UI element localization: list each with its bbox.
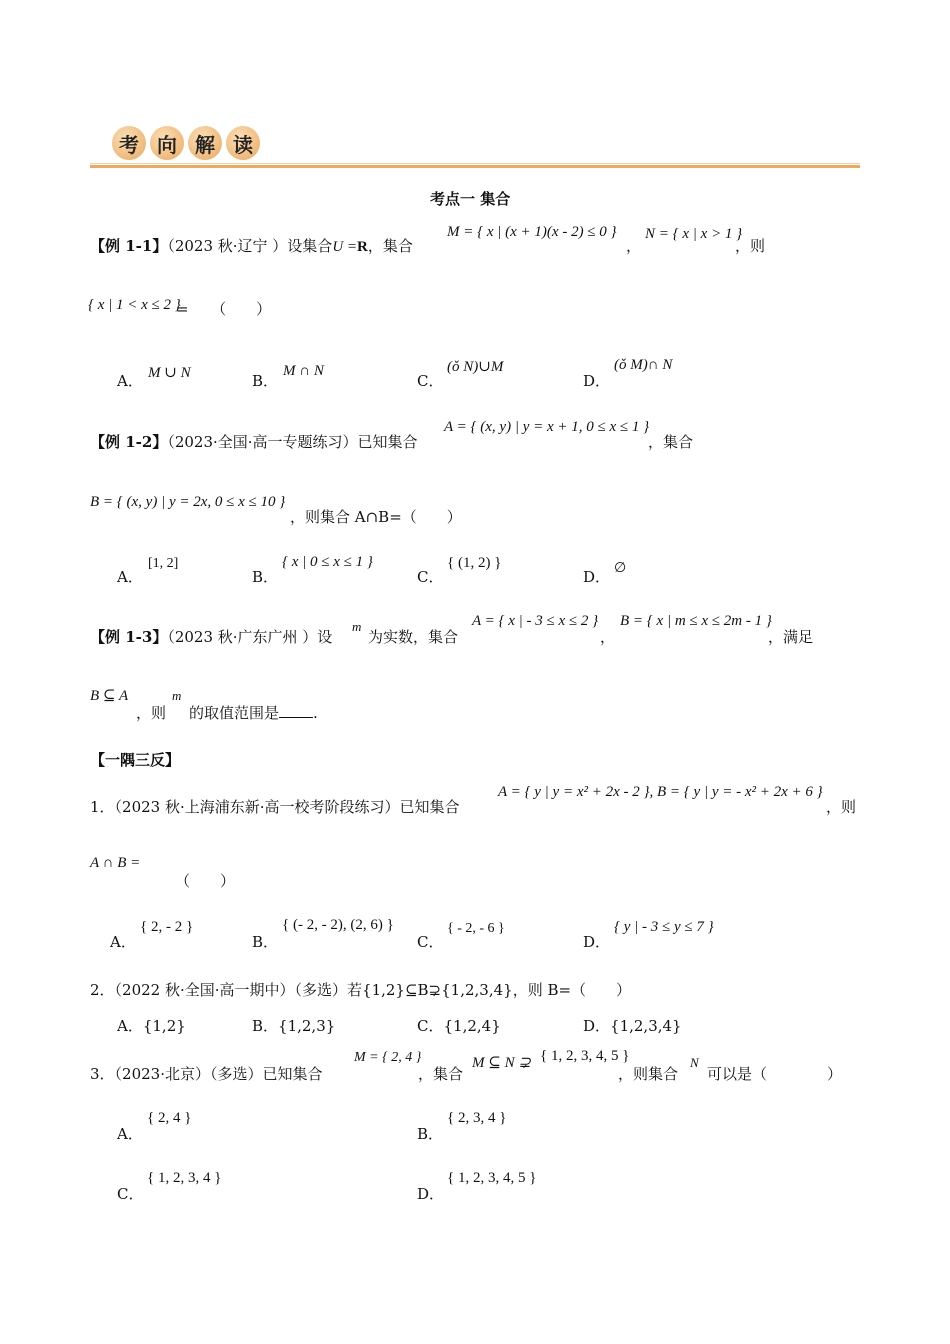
practice-title: 【一隅三反】	[90, 751, 181, 769]
option-d-label: D．	[583, 568, 611, 586]
text-fragment: ，集合	[367, 237, 413, 255]
option-b-expr: M ∩ N	[283, 363, 324, 379]
option-label: C．	[417, 1017, 444, 1035]
sets-expr: A = { y | y = x² + 2x - 2 }, B = { y | y = - x² + 2x + 6 }	[498, 784, 823, 800]
question-1	[90, 796, 460, 817]
text-fragment: ，集合	[418, 1065, 464, 1083]
option-expr: {1,2}	[142, 1017, 186, 1035]
question-text: 可以是（ ）	[707, 1065, 843, 1083]
option-b-label: B．	[252, 568, 279, 586]
a-set-expr: A = { (x, y) | y = x + 1, 0 ≤ x ≤ 1 }	[444, 419, 650, 435]
option-expr: {1,2,4}	[443, 1017, 501, 1035]
option-a-expr: { 2, - 2 }	[140, 919, 194, 935]
text-fragment: ，则	[136, 704, 167, 722]
option-a-label: A．	[110, 933, 136, 951]
option-c-expr: { - 2, - 6 }	[447, 921, 505, 936]
example-label: 【例 1-1】	[90, 237, 168, 255]
example-1-2	[90, 431, 418, 452]
option-c-label: C．	[417, 568, 444, 586]
answer-paren: （ ）	[175, 872, 236, 890]
option-a	[117, 1015, 186, 1036]
option-b-expr: { 2, 3, 4 }	[447, 1110, 507, 1126]
b-set-expr: B = { x | m ≤ x ≤ 2m - 1 }	[620, 613, 772, 629]
question-text: （2023 秋·上海浦东新·高一校考阶段练习）已知集合	[114, 798, 460, 816]
option-c-label: C．	[417, 933, 444, 951]
example-source: （2023 秋·广东广州 ）设	[167, 628, 333, 646]
m-set-expr: M = { x | (x + 1)(x - 2) ≤ 0 }	[447, 224, 617, 240]
question-number: 2．	[90, 981, 115, 999]
banner-rule	[90, 165, 860, 168]
question-3	[90, 1063, 323, 1084]
banner-char-1: 考	[112, 126, 146, 160]
banner-char-4: 读	[226, 126, 260, 160]
answer-blank[interactable]	[279, 703, 313, 718]
n-set-expr: N = { x | x > 1 }	[645, 226, 743, 242]
option-expr: {1,2,3,4}	[610, 1017, 682, 1035]
option-c	[417, 1015, 501, 1036]
question-number: 1．	[90, 798, 115, 816]
question-2	[90, 979, 631, 1000]
text-fragment: ，则	[735, 237, 766, 255]
question-text: ，则集合 A∩B=（ ）	[290, 508, 462, 526]
example-label: 【例 1-3】	[90, 628, 168, 646]
option-a-label: A．	[117, 568, 143, 586]
option-a-label: A．	[117, 1125, 143, 1143]
option-d-expr: { y | - 3 ≤ y ≤ 7 }	[614, 919, 714, 935]
relation-expr: M ⊆ N ⊋	[472, 1055, 531, 1071]
option-d-expr: ∅	[614, 561, 627, 576]
option-b-expr: { x | 0 ≤ x ≤ 1 }	[282, 554, 373, 570]
banner-rule-light	[90, 163, 860, 164]
option-a-expr: M ∪ N	[148, 365, 191, 381]
option-expr: {1,2,3}	[278, 1017, 336, 1035]
option-label: A．	[117, 1017, 143, 1035]
option-d	[583, 1015, 682, 1036]
option-a-expr: { 2, 4 }	[147, 1110, 192, 1126]
a-set-expr: A = { x | - 3 ≤ x ≤ 2 }	[472, 613, 599, 629]
option-d-expr: (ǒ M)∩ N	[614, 357, 673, 373]
question-text: （2022 秋·全国·高一期中）（多选）若{1,2}⊆B⊋{1,2,3,4}，则 B=（ ）	[114, 981, 632, 999]
option-c-label: C．	[417, 372, 444, 390]
u-expr: U =	[332, 239, 358, 255]
text-fragment: ，集合	[648, 433, 694, 451]
text-fragment: 的取值范围是	[189, 704, 280, 722]
text-fragment: .	[313, 704, 318, 722]
text-fragment: ，则集合	[618, 1065, 679, 1083]
option-d-label: D．	[583, 933, 611, 951]
m-variable: m	[352, 619, 362, 634]
option-b-label: B．	[417, 1125, 444, 1143]
option-c-expr: { 1, 2, 3, 4 }	[147, 1170, 222, 1186]
text-fragment: ，	[626, 237, 642, 255]
question-number: 3．	[90, 1065, 115, 1083]
option-d-label: D．	[417, 1185, 445, 1203]
banner-char-2: 向	[150, 126, 184, 160]
intersection-expr: A ∩ B =	[90, 855, 141, 871]
question-text	[189, 702, 318, 723]
n-variable: N	[690, 1055, 699, 1070]
target-set-expr: { x | 1 < x ≤ 2 }	[88, 297, 181, 313]
option-c-label: C．	[117, 1185, 144, 1203]
option-b-expr: { (- 2, - 2), (2, 6) }	[282, 917, 394, 933]
section-title: 考点一 集合	[430, 190, 511, 208]
option-a-label: A．	[117, 372, 143, 390]
text-fragment: ，	[600, 628, 616, 646]
option-c-expr: { (1, 2) }	[447, 555, 502, 571]
option-d-label: D．	[583, 372, 611, 390]
option-b-label: B．	[252, 372, 279, 390]
option-c-expr: (ǒ N)∪M	[447, 359, 504, 375]
example-1-3	[90, 626, 332, 647]
example-label: 【例 1-2】	[90, 433, 168, 451]
option-label: B．	[252, 1017, 279, 1035]
text-fragment: ，则	[826, 798, 857, 816]
real-set: R	[357, 239, 368, 255]
option-b-label: B．	[252, 933, 279, 951]
example-1-1	[90, 235, 413, 256]
option-label: D．	[583, 1017, 611, 1035]
answer-paren: = （ ）	[176, 300, 272, 318]
option-a-expr: [1, 2]	[148, 556, 179, 571]
banner-char-3: 解	[188, 126, 222, 160]
question-text: （2023·北京）（多选）已知集合	[114, 1065, 323, 1083]
b-set-expr: B = { (x, y) | y = 2x, 0 ≤ x ≤ 10 }	[90, 494, 286, 510]
option-d-expr: { 1, 2, 3, 4, 5 }	[447, 1170, 537, 1186]
text-fragment: 为实数，集合	[368, 628, 459, 646]
m-set-expr: M = { 2, 4 }	[354, 1050, 422, 1065]
subset-condition: B ⊆ A	[90, 688, 129, 704]
text-fragment: ，满足	[768, 628, 814, 646]
option-b	[252, 1015, 335, 1036]
example-source: （2023·全国·高一专题练习）已知集合	[167, 433, 418, 451]
m-variable: m	[172, 688, 182, 703]
example-source: （2023 秋·辽宁 ）设集合	[167, 237, 333, 255]
universal-set-expr: { 1, 2, 3, 4, 5 }	[540, 1048, 630, 1064]
